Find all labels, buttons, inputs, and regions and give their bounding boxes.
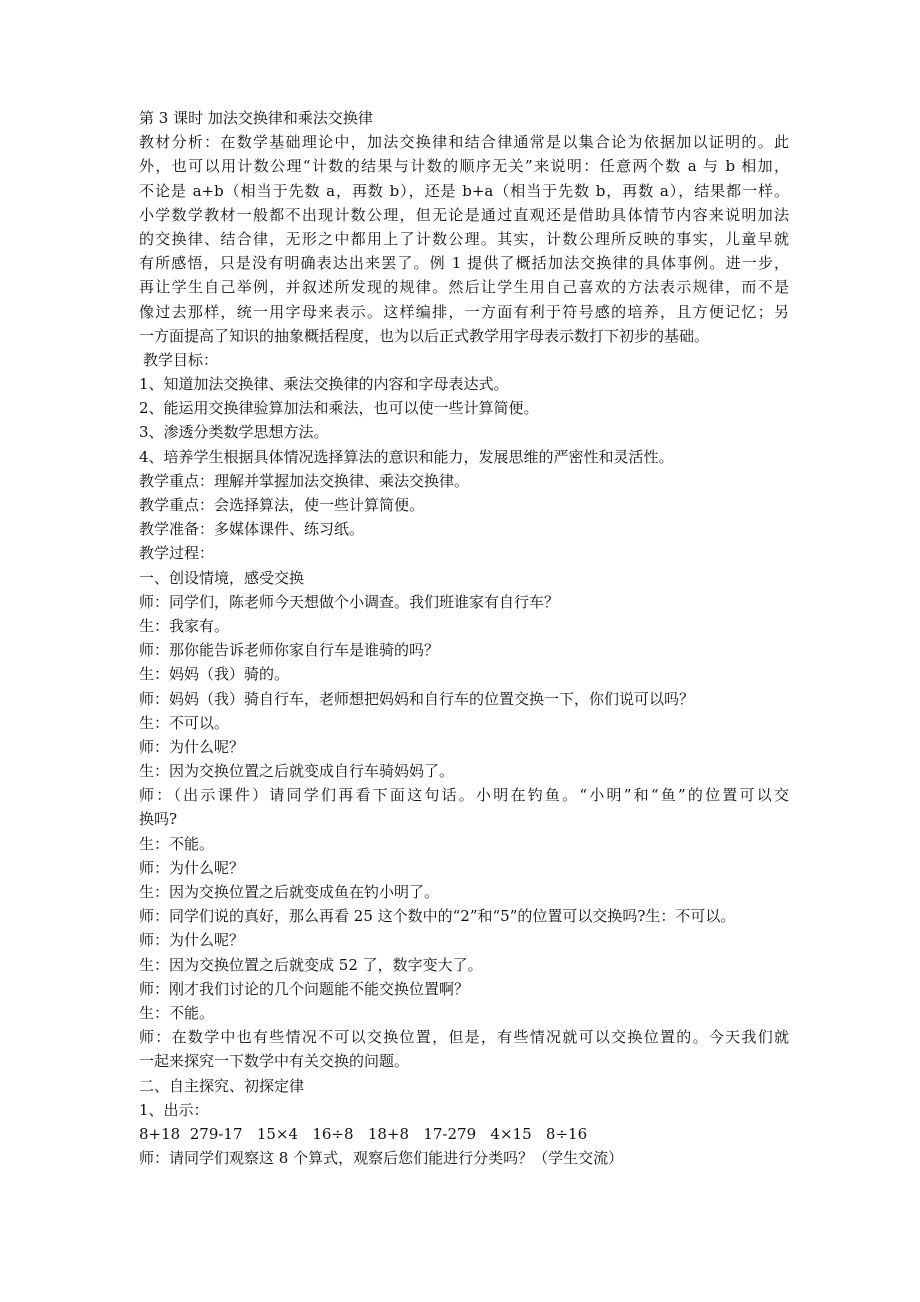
dialogue-line: 生：因为交换位置之后就变成鱼在钓小明了。 <box>139 883 440 901</box>
dialogue-line: 生：不可以。 <box>139 713 230 732</box>
document-page <box>139 106 789 1170</box>
analysis-line: 有所感悟，只是没有明确表达出来罢了。例 1 提供了概括加法交换律的具体事例。进一步， <box>139 254 789 273</box>
section-heading: 二、自主探究、初探定律 <box>139 1076 305 1095</box>
preparation: 教学准备：多媒体课件、练习纸。 <box>139 520 365 539</box>
dialogue-line: 师：同学们说的真好，那么再看 25 这个数中的“2”和“5”的位置可以交换吗?生：不可以。 <box>139 907 736 926</box>
analysis-line: 的交换律、结合律，无形之中都用上了计数公理。其实，计数公理所反映的事实，儿童早就 <box>139 229 789 248</box>
dialogue-line: 生：因为交换位置之后就变成 52 了，数字变大了。 <box>139 955 483 974</box>
dialogue-line: 师：为什么呢？ <box>139 858 245 877</box>
section-heading: 一、创设情境，感受交换 <box>139 568 305 587</box>
key-point: 教学重点：理解并掌握加法交换律、乘法交换律。 <box>139 471 470 490</box>
analysis-line: 外，也可以用计数公理“计数的结果与计数的顺序无关”来说明：任意两个数 a 与 b 相加， <box>139 157 789 176</box>
show-label: 1、出示： <box>139 1100 209 1119</box>
analysis-line: 小学数学教材一般都不出现计数公理，但无论是通过直观还是借助具体情节内容来说明加法 <box>139 205 789 224</box>
analysis-line: 不论是 a+b（相当于先数 a，再数 b），还是 b+a（相当于先数 b，再数 a），结果都一样。 <box>139 181 789 200</box>
lesson-title: 第 3 课时 加法交换律和乘法交换律 <box>139 109 373 127</box>
goal-item: 3、渗透分类数学思想方法。 <box>139 423 329 442</box>
dialogue-line: 师：那你能告诉老师你家自行车是谁骑的吗？ <box>139 641 440 660</box>
analysis-line: 再让学生自己举例，并叙述所发现的规律。然后让学生用自己喜欢的方法表示规律，而不是 <box>139 278 789 297</box>
goal-item: 4、培养学生根据具体情况选择算法的意识和能力，发展思维的严密性和灵活性。 <box>139 447 674 466</box>
analysis-line: 像过去那样，统一用字母来表示。这样编排，一方面有利于符号感的培养，且方便记忆；另 <box>139 302 789 321</box>
goal-item: 1、知道加法交换律、乘法交换律的内容和字母表达式。 <box>139 375 509 394</box>
dialogue-line: 生：我家有。 <box>139 616 230 635</box>
expressions-line: 8+18 279-17 15×4 16÷8 18+8 17-279 4×15 8÷16 <box>139 1124 588 1143</box>
analysis-line: 教材分析：在数学基础理论中，加法交换律和结合律通常是以集合论为依据加以证明的。此 <box>139 133 789 152</box>
dialogue-line: 换吗? <box>139 810 178 829</box>
analysis-line: 一方面提高了知识的抽象概括程度，也为以后正式教学用字母表示数打下初步的基础。 <box>139 326 710 345</box>
dialogue-line: 师：同学们，陈老师今天想做个小调查。我们班谁家有自行车？ <box>139 592 560 611</box>
dialogue-line: 生：不能。 <box>139 834 215 853</box>
dialogue-line: 生：不能。 <box>139 1003 215 1022</box>
dialogue-line: 师：妈妈（我）骑自行车，老师想把妈妈和自行车的位置交换一下，你们说可以吗？ <box>139 689 695 708</box>
dialogue-line: 师：请同学们观察这 8 个算式，观察后您们能进行分类吗？（学生交流） <box>139 1149 624 1168</box>
dialogue-line: 师：在数学中也有些情况不可以交换位置，但是，有些情况就可以交换位置的。今天我们就 <box>139 1028 789 1047</box>
dialogue-line: 一起来探究一下数学中有关交换的问题。 <box>139 1052 410 1071</box>
dialogue-line: 生：因为交换位置之后就变成自行车骑妈妈了。 <box>139 762 455 781</box>
goal-item: 2、能运用交换律验算加法和乘法，也可以使一些计算简便。 <box>139 399 539 418</box>
dialogue-line: 师：为什么呢？ <box>139 737 245 756</box>
dialogue-line: 师：为什么呢？ <box>139 931 245 950</box>
dialogue-line: 师：刚才我们讨论的几个问题能不能交换位置啊？ <box>139 979 470 998</box>
dialogue-line: 生：妈妈（我）骑的。 <box>139 665 290 684</box>
goals-heading: 教学目标： <box>143 350 219 369</box>
difficulty: 教学重点：会选择算法，使一些计算简便。 <box>139 496 425 514</box>
dialogue-line: 师：（出示课件）请同学们再看下面这句话。小明在钓鱼。“小明”和“鱼”的位置可以交 <box>139 786 789 805</box>
process-heading: 教学过程： <box>139 544 215 563</box>
